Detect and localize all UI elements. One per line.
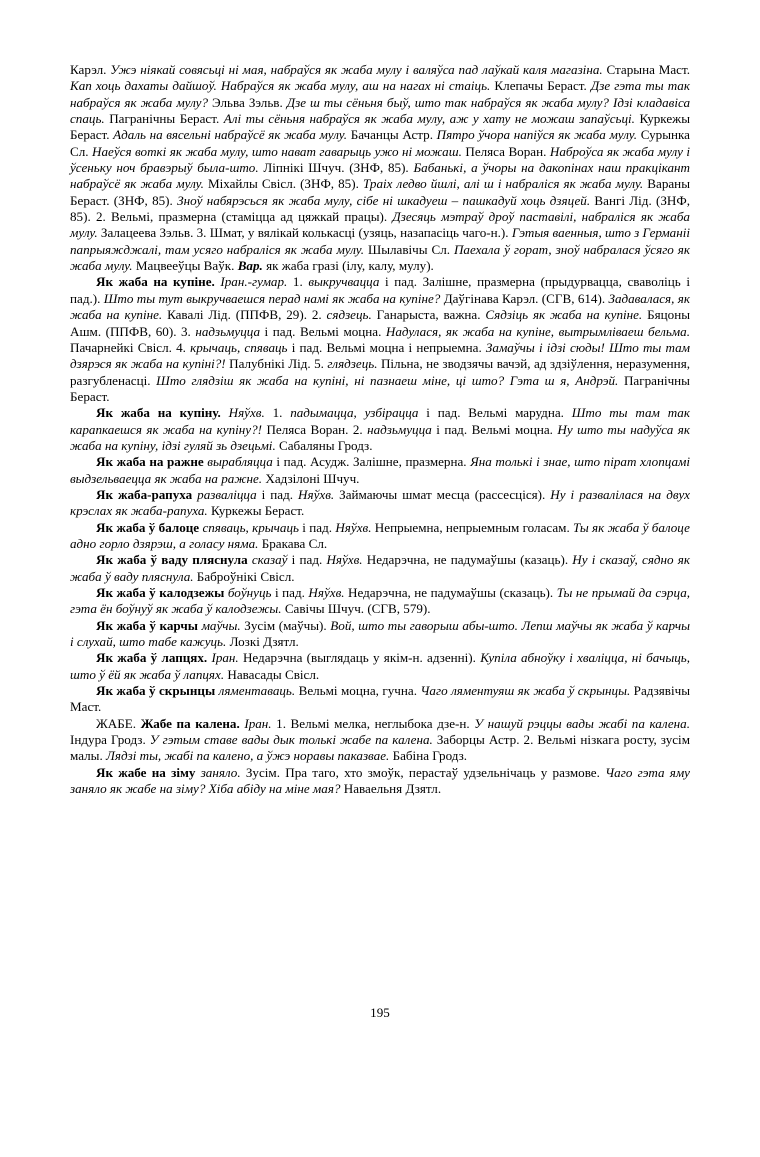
text-run: і пад. Вельмі моцна. [436,421,558,437]
dictionary-entry-paragraph [70,405,690,454]
text-run: Шылавічы Сл. [368,241,454,257]
text-run: Паехала ў горат, зноў набралася ўсяго як жаба мулу. [70,241,690,274]
text-run: Індура Гродз. [70,732,150,748]
text-run: Вар. [237,258,267,274]
text-run: Вараны Бераст. (ЗНФ, 85). [70,176,690,208]
text-run: Чаго гэта яму заняло як жабе на зіму? Хіба абіду на міне мая? [70,764,690,797]
text-run: Зусім. Пра таго, хто змоўк, перастаў удзельнічаць у размове. [245,764,606,780]
text-run: Ну і развалілася на двух крэслах як жаба-рапуха. [70,486,690,519]
text-run: Ну і сказаў, сядно як жаба ў ваду пляснула. [70,552,690,584]
text-run: Няўхв. [298,486,340,502]
text-run: Як жаба на ражне [96,454,208,470]
text-run: Ліпнікі Шчуч. (ЗНФ, 85). [263,160,414,176]
text-run: Як жаба ў карчы [96,617,202,633]
text-run: Наброўса як жаба мулу і ўсеньку ноч бравэрыў была-што. [70,143,690,176]
text-run: Кап хоць дахаты дайшоў. Набраўся як жаба мулу, аш на нагах ні стаіць. [70,78,495,94]
text-run: Вангі Лід. (ЗНФ, 85). 2. Вельмі, празмерна (стаміцца ад цяжкай працы). [70,192,691,225]
text-run: Як жабе на зіму [96,764,201,780]
page-body-text [70,62,690,797]
text-run: сядзець. [326,307,377,323]
text-run: і пад. Вельмі моцна і непрыемна. [291,339,486,355]
text-run: боўнуць [227,585,275,600]
text-run: Хадзілоні Шчуч. [265,470,360,486]
text-run: Пагранічны Бераст. [109,111,224,127]
text-run: Як жаба ў ваду пляснула [96,552,252,568]
dictionary-entry-paragraph [70,454,690,487]
text-run: Вой, што ты гаворыш абы-што. Лепш маўчы як жаба ў карчы і слухай, што табе кажуць. [70,617,690,650]
text-run: Чаго ляментуяш як жаба ў скрынцы. [420,683,634,699]
text-run: вырабляцца [207,454,277,470]
dictionary-entry-paragraph [70,62,690,274]
text-run: Як жаба на купіне. [96,274,221,290]
text-run: выкручвацца [308,274,386,290]
text-run: Пеляса Воран. 2. [266,421,368,437]
text-run: Заборцы Астр. 2. Вельмі нізкага росту, зусім малы. [70,732,690,764]
dictionary-entry-paragraph [70,618,690,651]
text-run: глядзець. [327,356,381,372]
dictionary-entry-paragraph [70,552,690,585]
text-run: Непрыемна, непрыемным голасам. [374,519,574,535]
text-run: Жабе па калена. [140,715,245,731]
text-run: Сабаляны Гродз. [279,437,373,453]
text-run: 1. Вельмі мелка, неглыбока дзе-н. [276,715,475,731]
text-run: ЖАБЕ. [96,715,141,731]
text-run: Куркежы Бераст. [70,111,690,143]
text-run: Дзе ш ты сёньня быў, што так набраўся як жаба мулу? Ідзі кладавіса спаць. [70,94,691,127]
text-run: Міхайлы Свісл. (ЗНФ, 85). [207,176,363,192]
text-run: Пагранічны Бераст. [70,372,690,404]
text-run: Займаючы шмат месца (рассесціся). [339,486,551,502]
text-run: Як жаба ў калодзежы [96,585,228,600]
text-run: 1. [272,405,291,421]
text-run: надзьмуцца [195,323,265,339]
text-run: Сядзіць як жаба на купіне. [485,307,648,323]
text-run: Кавалі Лід. (ППФВ, 29). 2. [167,307,327,323]
text-run: Як жаба на купіну. [96,405,229,421]
text-run: Дзе гэта ты так набраўся як жаба мулу? [70,78,690,110]
dictionary-entry-paragraph [70,683,690,716]
text-run: Залацеева Зэльв. 3. Шмат, у вялікай колькасці (узяць, назапасіць чаго-н.). [100,225,512,241]
text-run: Савічы Шчуч. (СГВ, 579). [284,601,431,617]
text-run: Бачанцы Астр. [350,127,437,143]
page-number: 195 [370,1005,390,1020]
text-run: Куркежы Бераст. [210,503,305,519]
text-run: Пачарнейкі Свісл. 4. [70,339,191,355]
dictionary-entry-paragraph [70,716,690,765]
text-run: Няўхв. [326,552,367,568]
text-run: Купіла абноўку і хваліцца, ні бачыць, што ў ёй як жаба ў лапцях. [70,650,690,682]
text-run: Эльва Зэльв. [212,94,287,110]
text-run: і пад. Вельмі моцна. [264,323,386,339]
text-run: Алі ты сёньня набраўся як жаба мулу, аж у хату не можаш запаўсьці. [223,111,640,127]
text-run: Траіх ледво йшлі, алі ш і набраліся як жаба мулу. [362,176,648,192]
text-run: Карэл. [70,62,111,77]
text-run: Бабанькі, а ўчоры на дакопінах наш пракцікант набраўсё як жаба мулу. [70,160,691,192]
text-run: Пеляса Воран. [465,143,550,159]
text-run: Як жаба ў балоце [96,519,203,535]
text-run: крычаць, спяваць [190,339,292,355]
dictionary-entry-paragraph [70,274,690,405]
text-run: Зноў набярэсься як жаба мулу, сібе ні шкадуеш – пашкадуй хоць дзяцей. [177,192,595,208]
text-run: разваліцца [197,486,262,502]
text-run: Яна толькі і знае, што пірат хлопцамі выдзельваецца як жаба на ражне. [70,454,691,486]
text-run: Няўхв. [228,405,273,421]
text-run: Гэтыя ваенныя, што з Германіі папрыяжджалі, там усяго набраліся як жаба мулу. [70,225,690,257]
text-run: Сурынка Сл. [70,127,690,159]
text-run: Адаль на вясельні набраўсё як жаба мулу. [113,127,351,143]
text-run: Што ты там так карапкаешся як жаба на купіну?! [70,405,690,437]
text-run: Ты не прымай да сэрца, гэта ён боўнуў як жаба ў калодзежы. [70,585,691,617]
text-run: Палубнікі Лід. 5. [229,356,328,372]
text-run: 1. [292,274,309,290]
text-run: Ужэ ніякай совясьці ні мая, набраўся як жаба мулу і валяўса пад лаўкай каля магазіна. [110,62,607,77]
text-run: і пад. Асудж. Залішне, празмерна. [276,454,471,470]
text-run: Недарэчна, не падумаўшы (сказаць). [348,585,557,600]
text-run: Старына Маст. [606,62,690,77]
text-run: Ты як жаба ў балоце адно горло дзярэш, а голасу няма. [70,519,690,551]
text-run: Лозкі Дзятл. [229,634,299,650]
text-run: спяваць, крычаць [202,519,303,535]
text-run: маўчы. [201,617,245,633]
text-run: Навасады Свісл. [227,666,320,682]
text-run: Вельмі моцна, гучна. [298,683,421,699]
text-run: Бяцоны Ашм. (ППФВ, 60). 3. [70,307,690,339]
text-run: ляментаваць. [218,683,299,699]
text-run: падымацца, узбірацца [290,405,427,421]
text-run: Як жаба ў скрынцы [96,683,219,699]
text-run: Што ты тут выкручваешся перад намі як жаба на купіне? [103,290,444,306]
text-run: і пад. [302,519,336,535]
dictionary-entry-paragraph [70,520,690,553]
text-run: Іран. [244,715,277,731]
dictionary-entry-paragraph [70,650,690,683]
text-run: У гэтым ставе вады дык толькі жабе па калена. [149,732,437,748]
text-run: надзьмуцца [367,421,437,437]
text-run: і пад. Вельмі марудна. [426,405,572,421]
text-run: Дзесяць мэтраў дроў паставілі, набраліся як жаба мулу. [70,209,690,241]
text-run: Радзявічы Маст. [70,683,690,715]
text-run: У нашуй рэццы вады жабі па калена. [474,715,690,731]
text-run: і пад. [291,552,327,568]
text-run: сказаў [251,552,292,568]
text-run: Лядзі ты, жабі па калено, а ўжэ норавы паказвае. [106,748,393,764]
text-run: Зусім (маўчы). [244,617,331,633]
text-run: Як жаба ў лапцях. [96,650,212,666]
text-run: Мацвееўцы Ваўк. [135,258,238,274]
text-run: Пятро ўчора напіўся як жаба мулу. [436,127,641,143]
text-run: Наваельня Дзятл. [343,781,442,797]
dictionary-entry-paragraph [70,487,690,520]
text-run: Бракава Сл. [261,535,328,551]
text-run: Няўхв. [335,519,375,535]
text-run: і пад. [261,486,299,502]
text-run: Іран. [211,650,243,666]
text-run: Клепачы Бераст. [494,78,591,94]
text-run: Надулася, як жаба на купіне, вытрымліваеш бельма. [385,323,690,339]
text-run: Задавалася, як жаба на купіне. [70,290,690,323]
text-run: Даўгінава Карэл. (СГВ, 614). [443,290,609,306]
text-run: Пільна, не зводзячы вачэй, ад здзіўлення, неразумення, разгубленасці. [70,356,690,388]
text-run: Наеўся воткі як жаба мулу, што нават гаварыць ужо ні можаш. [92,143,466,159]
text-run: заняло. [200,764,246,780]
text-run: Як жаба-рапуха [96,486,198,502]
text-run: Што глядзіш як жаба на купіні, ні пазнаеш міне, ці што? Гэта ш я, Андрэй. [156,372,624,388]
text-run: Ну што ты надуўса як жаба на купіну, ідзі гуляй зь дзецьмі. [70,421,690,453]
text-run: Недарэчна (выглядаць у якім-н. адзенні). [242,650,481,666]
dictionary-entry-paragraph [70,765,690,798]
dictionary-entry-paragraph [70,585,690,618]
text-run: і пад. [274,585,309,600]
text-run: Няўхв. [308,585,349,600]
text-run: і пад. Залішне, празмерна (прыдурвацца, сваволіць і пад.). [70,274,690,306]
text-run: Іран.-гумар. [220,274,293,290]
text-run: Ганарыста, важна. [376,307,486,323]
text-run: Баброўнікі Свісл. [196,568,295,584]
text-run: як жаба гразі (ілу, калу, мулу). [266,258,434,274]
text-run: Недарэчна, не падумаўшы (казаць). [366,552,573,568]
text-run: Бабіна Гродз. [392,748,468,764]
text-run: Замаўчы і ідзі сюды! Што ты там дзярэся як жаба на купіні?! [70,339,691,372]
